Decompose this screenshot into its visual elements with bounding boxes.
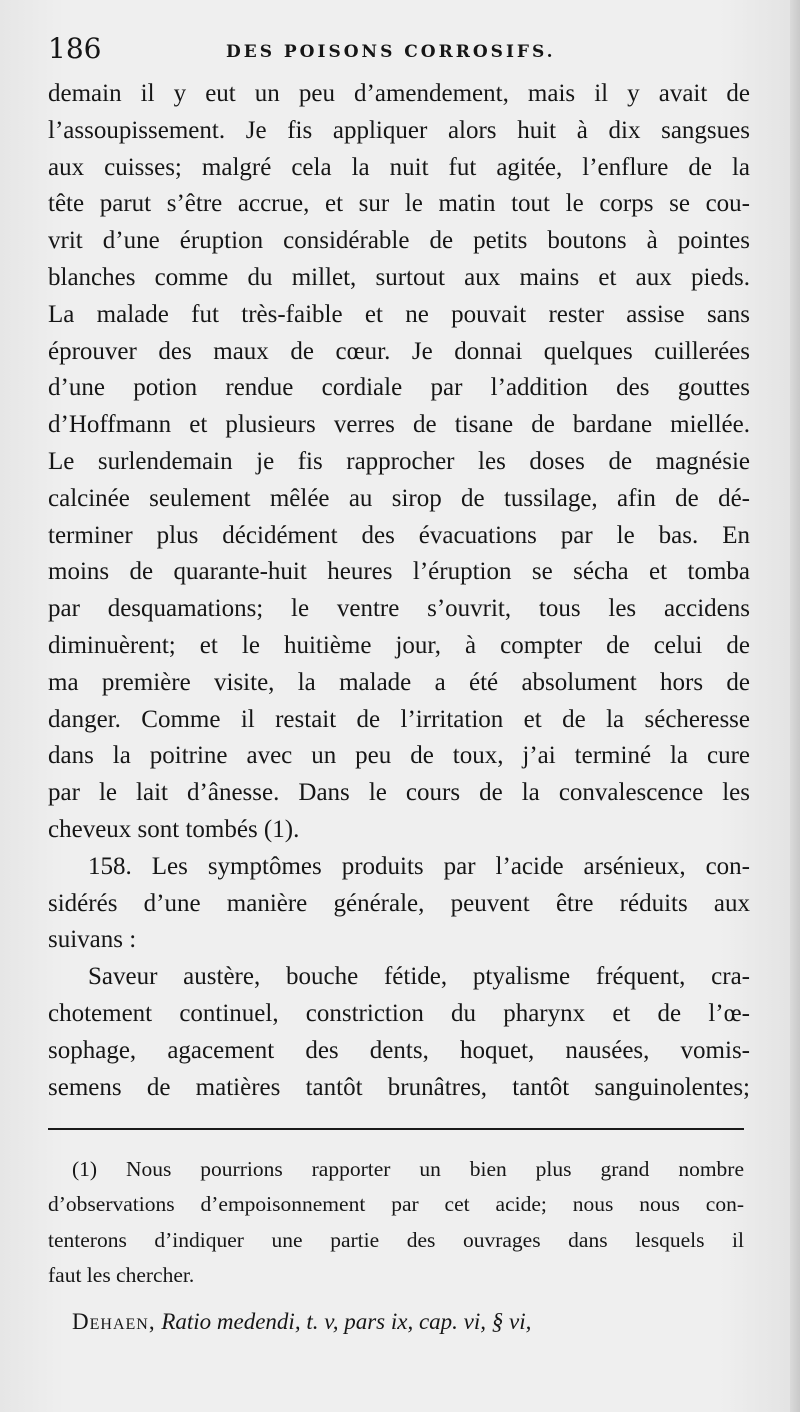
- page-header: [48, 30, 748, 70]
- text-line: La malade fut très-faible et ne pouvait rester assise sans: [48, 300, 750, 328]
- text-line: Le surlendemain je fis rapprocher les doses de magnésie: [48, 447, 750, 475]
- footnote-line: tenterons d’indiquer une partie des ouvrages dans lesquels il: [48, 1227, 744, 1252]
- text-line: par le lait d’ânesse. Dans le cours de la convalescence les: [48, 779, 750, 807]
- section-158-heading-line: 158. Les symptômes produits par l’acide arsénieux, con-: [88, 852, 750, 880]
- footnote-reference: [48, 1304, 744, 1339]
- reference-work: Ratio medendi, t. v, pars ix, cap. vi, § vi,: [161, 1308, 532, 1334]
- text-line: d’Hoffmann et plusieurs verres de tisane de bardane miellée.: [48, 411, 750, 439]
- text-line: suivans :: [48, 926, 137, 954]
- text-line: calcinée seulement mêlée au sirop de tussilage, afin de dé-: [48, 484, 750, 512]
- footnote-line: faut les chercher.: [48, 1263, 195, 1288]
- text-line: aux cuisses; malgré cela la nuit fut agitée, l’enflure de la: [48, 153, 750, 181]
- text-line: d’une potion rendue cordiale par l’addition des gouttes: [48, 374, 750, 402]
- page-number: 186: [48, 32, 102, 65]
- reference-author: Dehaen,: [72, 1308, 156, 1334]
- text-line: moins de quarante-huit heures l’éruption se sécha et tomba: [48, 558, 750, 586]
- text-line: cheveux sont tombés (1).: [48, 815, 300, 843]
- main-text: [48, 76, 750, 1106]
- footnote-divider: [48, 1128, 744, 1130]
- text-line: sophage, agacement des dents, hoquet, nausées, vomis-: [48, 1036, 750, 1064]
- text-line: demain il y eut un peu d’amendement, mais il y avait de: [48, 80, 750, 107]
- footnotes: [48, 1152, 744, 1339]
- footnote-line: (1) Nous pourrions rapporter un bien plus grand nombre: [72, 1157, 744, 1181]
- text-line: Saveur austère, bouche fétide, ptyalisme fréquent, cra-: [88, 963, 750, 991]
- footnote-line: d’observations d’empoisonnement par cet acide; nous nous con-: [48, 1192, 744, 1217]
- text-line: diminuèrent; et le huitième jour, à compter de celui de: [48, 631, 750, 659]
- running-title: DES POISONS CORROSIFS.: [226, 42, 556, 62]
- text-line: par desquamations; le ventre s’ouvrit, tous les accidens: [48, 595, 750, 623]
- text-line: l’assoupissement. Je fis appliquer alors huit à dix sangsues: [48, 116, 750, 144]
- text-line: sidérés d’une manière générale, peuvent être réduits aux: [48, 889, 750, 917]
- text-line: éprouver des maux de cœur. Je donnai quelques cuillerées: [48, 337, 750, 365]
- text-line: vrit d’une éruption considérable de petits boutons à pointes: [48, 227, 750, 255]
- text-line: terminer plus décidément des évacuations par le bas. En: [48, 521, 750, 549]
- page-edge-shadow: [790, 0, 800, 1412]
- text-line: danger. Comme il restait de l’irritation et de la sécheresse: [48, 705, 750, 733]
- text-line: dans la poitrine avec un peu de toux, j’ai terminé la cure: [48, 742, 750, 770]
- text-line: ma première visite, la malade a été absolument hors de: [48, 668, 750, 696]
- text-line: blanches comme du millet, surtout aux mains et aux pieds.: [48, 263, 750, 291]
- text-line: chotement continuel, constriction du pharynx et de l’œ-: [48, 999, 750, 1027]
- text-line: tête parut s’être accrue, et sur le matin tout le corps se cou-: [48, 190, 750, 218]
- text-line: semens de matières tantôt brunâtres, tantôt sanguinolentes;: [48, 1073, 750, 1101]
